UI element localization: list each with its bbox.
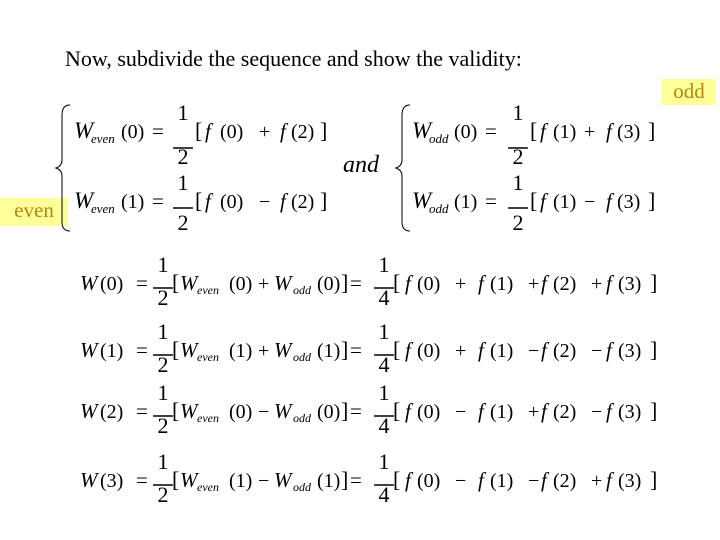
result-1-sub-even: even bbox=[197, 350, 219, 364]
even-eq-1-lhs-sub: even bbox=[91, 201, 115, 216]
result-1-f-0: f bbox=[405, 338, 411, 362]
result-0-f-3: f bbox=[606, 271, 612, 295]
result-2-op-0: − bbox=[455, 401, 467, 423]
even-eq-0-lbracket: [ bbox=[195, 118, 203, 143]
result-0-op-1: + bbox=[528, 273, 540, 295]
odd-eq-0-numerator: 1 bbox=[512, 100, 524, 125]
even-eq-0-arg2: (2) bbox=[291, 121, 315, 143]
result-0-w-even: W bbox=[180, 271, 198, 295]
even-tag: even bbox=[0, 198, 68, 226]
result-0-w-odd: W bbox=[274, 271, 292, 295]
result-0-rbracket-2: ] bbox=[650, 270, 658, 295]
result-2-rbracket-1: ] bbox=[341, 398, 349, 423]
result-0-half-denominator: 2 bbox=[157, 285, 169, 310]
result-0-quarter-numerator: 1 bbox=[378, 252, 390, 277]
odd-eq-1-f2: f bbox=[606, 189, 612, 213]
result-0-farg-1: (1) bbox=[490, 273, 514, 295]
result-1-op-0: + bbox=[455, 340, 467, 362]
even-eq-1-f1: f bbox=[205, 189, 211, 213]
result-1-arg-even: (1) bbox=[229, 340, 253, 362]
odd-eq-1-rbracket: ] bbox=[648, 188, 656, 213]
result-2-lbracket-2: [ bbox=[393, 398, 401, 423]
result-3-op-0: − bbox=[455, 470, 467, 492]
result-1-w-odd: W bbox=[274, 338, 292, 362]
odd-eq-1-f1: f bbox=[540, 189, 546, 213]
odd-eq-0-f2: f bbox=[606, 119, 612, 143]
result-2-f-2: f bbox=[541, 399, 547, 423]
result-2-f-3: f bbox=[606, 399, 612, 423]
odd-eq-1-arg2: (3) bbox=[617, 191, 641, 213]
odd-eq-1-lhs-arg: (1) bbox=[454, 191, 478, 213]
result-3-lbracket-1: [ bbox=[172, 467, 180, 492]
result-0-lhs-arg: (0) bbox=[100, 273, 124, 295]
result-1-w-even: W bbox=[180, 338, 198, 362]
result-0-arg-even: (0) bbox=[229, 273, 253, 295]
result-3-lbracket-2: [ bbox=[393, 467, 401, 492]
result-2-arg-odd: (0) bbox=[317, 401, 341, 423]
result-3-f-0: f bbox=[405, 468, 411, 492]
result-2-quarter-denominator: 4 bbox=[378, 413, 390, 438]
result-0-sub-even: even bbox=[197, 283, 219, 297]
even-eq-1-op: − bbox=[259, 191, 271, 213]
result-2-half-denominator: 2 bbox=[157, 413, 169, 438]
result-3-w-odd: W bbox=[274, 468, 292, 492]
and-connector: and bbox=[343, 152, 379, 178]
even-eq-1-denominator: 2 bbox=[177, 210, 189, 235]
result-3-f-2: f bbox=[541, 468, 547, 492]
result-2-mid-op: − bbox=[258, 401, 270, 423]
result-2-farg-3: (3) bbox=[618, 401, 642, 423]
result-0-op-2: + bbox=[591, 273, 603, 295]
result-2-half-numerator: 1 bbox=[157, 380, 169, 405]
result-1-f-3: f bbox=[606, 338, 612, 362]
result-1-lbracket-1: [ bbox=[172, 337, 180, 362]
result-3-quarter-denominator: 4 bbox=[378, 482, 390, 507]
odd-eq-1-arg1: (1) bbox=[553, 191, 577, 213]
even-eq-0-numerator: 1 bbox=[177, 100, 189, 125]
even-eq-0-lhs-sub: even bbox=[91, 131, 115, 146]
result-3-arg-odd: (1) bbox=[317, 470, 341, 492]
result-1-quarter-denominator: 4 bbox=[378, 352, 390, 377]
result-3-farg-2: (2) bbox=[553, 470, 577, 492]
even-eq-0-rbracket: ] bbox=[320, 118, 328, 143]
result-0-f-0: f bbox=[405, 271, 411, 295]
result-2-equals-1: = bbox=[136, 399, 148, 423]
result-3-mid-op: − bbox=[258, 470, 270, 492]
result-3-arg-even: (1) bbox=[229, 470, 253, 492]
odd-eq-0-equals: = bbox=[485, 119, 497, 143]
result-1-lhs-arg: (1) bbox=[100, 340, 124, 362]
odd-eq-0-arg2: (3) bbox=[617, 121, 641, 143]
result-2-rbracket-2: ] bbox=[650, 398, 658, 423]
result-1-quarter-numerator: 1 bbox=[378, 319, 390, 344]
result-0-farg-3: (3) bbox=[618, 273, 642, 295]
odd-eq-0-arg1: (1) bbox=[553, 121, 577, 143]
result-0-farg-2: (2) bbox=[553, 273, 577, 295]
result-1-op-1: − bbox=[528, 340, 540, 362]
result-3-op-2: + bbox=[591, 470, 603, 492]
even-eq-0-lhs-arg: (0) bbox=[121, 121, 145, 143]
result-2-arg-even: (0) bbox=[229, 401, 253, 423]
result-3-equals-1: = bbox=[136, 468, 148, 492]
result-3-f-1: f bbox=[478, 468, 484, 492]
result-0-quarter-denominator: 4 bbox=[378, 285, 390, 310]
result-0-lbracket-2: [ bbox=[393, 270, 401, 295]
result-0-mid-op: + bbox=[258, 273, 270, 295]
even-eq-1-numerator: 1 bbox=[177, 170, 189, 195]
odd-eq-0-lhs-sub: odd bbox=[429, 131, 449, 146]
result-2-sub-even: even bbox=[197, 411, 219, 425]
even-eq-0-f2: f bbox=[280, 119, 286, 143]
result-2-quarter-numerator: 1 bbox=[378, 380, 390, 405]
even-eq-1-lbracket: [ bbox=[195, 188, 203, 213]
odd-eq-0-lbracket: [ bbox=[530, 118, 538, 143]
result-3-lhs-w: W bbox=[80, 468, 98, 492]
result-3-equals-2: = bbox=[350, 468, 362, 492]
result-3-half-numerator: 1 bbox=[157, 449, 169, 474]
result-0-f-1: f bbox=[478, 271, 484, 295]
even-eq-0-f1: f bbox=[205, 119, 211, 143]
result-0-op-0: + bbox=[455, 273, 467, 295]
result-0-lhs-w: W bbox=[80, 271, 98, 295]
odd-eq-1-op: − bbox=[584, 191, 596, 213]
even-eq-1-arg2: (2) bbox=[291, 191, 315, 213]
even-eq-0-denominator: 2 bbox=[177, 144, 189, 169]
result-1-lbracket-2: [ bbox=[393, 337, 401, 362]
result-0-f-2: f bbox=[541, 271, 547, 295]
result-2-lbracket-1: [ bbox=[172, 398, 180, 423]
result-2-farg-2: (2) bbox=[553, 401, 577, 423]
odd-eq-1-denominator: 2 bbox=[512, 210, 524, 235]
result-0-arg-odd: (0) bbox=[317, 273, 341, 295]
result-1-farg-3: (3) bbox=[618, 340, 642, 362]
result-2-sub-odd: odd bbox=[293, 411, 311, 425]
result-2-w-odd: W bbox=[274, 399, 292, 423]
result-3-quarter-numerator: 1 bbox=[378, 449, 390, 474]
result-3-sub-odd: odd bbox=[293, 480, 311, 494]
result-1-farg-2: (2) bbox=[553, 340, 577, 362]
result-1-lhs-w: W bbox=[80, 338, 98, 362]
even-eq-0-equals: = bbox=[152, 119, 164, 143]
result-3-half-denominator: 2 bbox=[157, 482, 169, 507]
even-eq-0-arg1: (0) bbox=[220, 121, 244, 143]
result-2-w-even: W bbox=[180, 399, 198, 423]
odd-eq-0-denominator: 2 bbox=[512, 144, 524, 169]
even-eq-0-op: + bbox=[259, 121, 271, 143]
result-2-op-1: + bbox=[528, 401, 540, 423]
odd-eq-0-rbracket: ] bbox=[648, 118, 656, 143]
odd-brace bbox=[396, 105, 410, 231]
result-2-farg-1: (1) bbox=[490, 401, 514, 423]
result-3-farg-0: (0) bbox=[417, 470, 441, 492]
result-0-equals-2: = bbox=[350, 271, 362, 295]
result-2-f-0: f bbox=[405, 399, 411, 423]
result-0-equals-1: = bbox=[136, 271, 148, 295]
result-2-farg-0: (0) bbox=[417, 401, 441, 423]
result-3-sub-even: even bbox=[197, 480, 219, 494]
result-1-half-numerator: 1 bbox=[157, 319, 169, 344]
result-1-half-denominator: 2 bbox=[157, 352, 169, 377]
result-1-arg-odd: (1) bbox=[317, 340, 341, 362]
odd-eq-1-lhs-w: W bbox=[412, 188, 432, 213]
result-0-sub-odd: odd bbox=[293, 283, 311, 297]
slide-title: Now, subdivide the sequence and show the validity: bbox=[65, 46, 522, 71]
result-1-f-1: f bbox=[478, 338, 484, 362]
odd-eq-0-op: + bbox=[584, 121, 596, 143]
result-1-rbracket-1: ] bbox=[341, 337, 349, 362]
even-eq-1-arg1: (0) bbox=[220, 191, 244, 213]
odd-eq-0-f1: f bbox=[540, 119, 546, 143]
result-0-rbracket-1: ] bbox=[341, 270, 349, 295]
result-0-half-numerator: 1 bbox=[157, 252, 169, 277]
result-1-rbracket-2: ] bbox=[650, 337, 658, 362]
result-2-equals-2: = bbox=[350, 399, 362, 423]
even-eq-1-f2: f bbox=[280, 189, 286, 213]
result-1-equals-1: = bbox=[136, 338, 148, 362]
odd-eq-1-lbracket: [ bbox=[530, 188, 538, 213]
result-1-op-2: − bbox=[591, 340, 603, 362]
result-1-equals-2: = bbox=[350, 338, 362, 362]
odd-eq-0-lhs-arg: (0) bbox=[454, 121, 478, 143]
odd-eq-0-lhs-w: W bbox=[412, 118, 432, 143]
result-3-rbracket-1: ] bbox=[341, 467, 349, 492]
result-1-f-2: f bbox=[541, 338, 547, 362]
result-0-lbracket-1: [ bbox=[172, 270, 180, 295]
result-3-w-even: W bbox=[180, 468, 198, 492]
result-1-farg-1: (1) bbox=[490, 340, 514, 362]
odd-eq-1-lhs-sub: odd bbox=[429, 201, 449, 216]
odd-eq-1-numerator: 1 bbox=[512, 170, 524, 195]
result-3-op-1: − bbox=[528, 470, 540, 492]
even-brace bbox=[56, 105, 70, 231]
result-2-lhs-w: W bbox=[80, 399, 98, 423]
odd-eq-1-equals: = bbox=[485, 189, 497, 213]
result-2-op-2: − bbox=[591, 401, 603, 423]
even-eq-1-rbracket: ] bbox=[320, 188, 328, 213]
result-1-farg-0: (0) bbox=[417, 340, 441, 362]
result-3-lhs-arg: (3) bbox=[100, 470, 124, 492]
even-eq-1-equals: = bbox=[152, 189, 164, 213]
result-3-f-3: f bbox=[606, 468, 612, 492]
result-3-farg-3: (3) bbox=[618, 470, 642, 492]
result-3-rbracket-2: ] bbox=[650, 467, 658, 492]
even-eq-1-lhs-arg: (1) bbox=[121, 191, 145, 213]
even-eq-1-lhs-w: W bbox=[74, 188, 94, 213]
result-1-mid-op: + bbox=[258, 340, 270, 362]
result-2-lhs-arg: (2) bbox=[100, 401, 124, 423]
odd-tag: odd bbox=[662, 79, 716, 105]
result-3-farg-1: (1) bbox=[490, 470, 514, 492]
even-eq-0-lhs-w: W bbox=[74, 118, 94, 143]
result-2-f-1: f bbox=[478, 399, 484, 423]
result-0-farg-0: (0) bbox=[417, 273, 441, 295]
result-1-sub-odd: odd bbox=[293, 350, 311, 364]
